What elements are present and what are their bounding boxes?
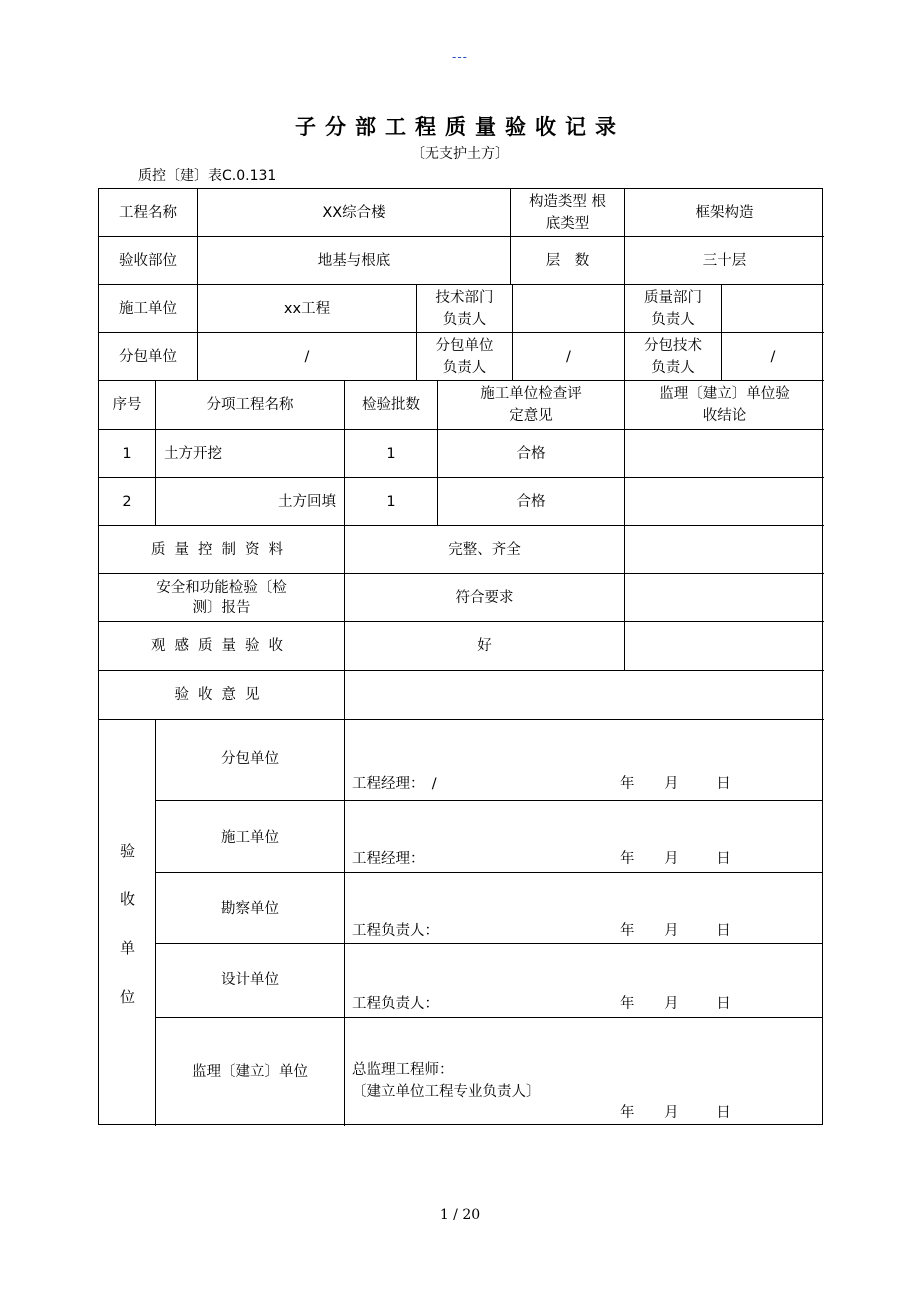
sub-tech-value: /	[722, 333, 824, 381]
row-1-name: 土方开挖	[156, 430, 345, 478]
appearance-conclusion	[625, 622, 824, 671]
unit-constructor: 施工单位	[156, 801, 345, 873]
acceptance-part-label: 验收部位	[99, 237, 198, 285]
date-month: 月	[664, 1105, 679, 1121]
quality-dept-value	[722, 285, 824, 333]
acceptance-part-value: 地基与根底	[198, 237, 511, 285]
sign-design	[344, 944, 822, 1018]
subcontractor-label: 分包单位	[99, 333, 198, 381]
safety-report-conclusion	[625, 574, 824, 622]
unit-design: 设计单位	[156, 944, 345, 1018]
page-title: 子分部工程质量验收记录	[295, 115, 625, 139]
col-header-name: 分项工程名称	[156, 381, 345, 430]
signer-constructor: 工程经理：	[352, 851, 425, 867]
quality-docs-label: 质量控制资料	[99, 526, 345, 574]
floors-label: 层 数	[511, 237, 625, 285]
tech-dept-label: 技术部门负责人	[417, 285, 513, 333]
sign-supervisor	[344, 1018, 822, 1126]
structure-type-value: 框架构造	[625, 189, 824, 237]
row-2-opinion: 合格	[438, 478, 625, 526]
acceptance-table	[98, 188, 823, 1125]
constructor-label: 施工单位	[99, 285, 198, 333]
date-month: 月	[664, 996, 679, 1012]
unit-subcontractor: 分包单位	[156, 720, 345, 801]
row-1-no: 1	[99, 430, 156, 478]
structure-type-label: 构造类型 根底类型	[511, 189, 625, 237]
safety-report-value: 符合要求	[345, 574, 625, 622]
group-char-1: 验	[119, 842, 135, 860]
sign-survey	[344, 873, 822, 944]
date-month: 月	[664, 776, 679, 792]
signer-design: 工程负责人：	[352, 996, 439, 1012]
group-char-2: 收	[119, 890, 135, 908]
date-year: 年	[620, 996, 635, 1012]
unit-survey: 勘察单位	[156, 873, 345, 944]
tech-dept-value	[513, 285, 625, 333]
quality-dept-label: 质量部门负责人	[625, 285, 722, 333]
row-1-batches: 1	[345, 430, 438, 478]
subcontractor-value: /	[198, 333, 417, 381]
signer-subcontractor: 工程经理： /	[352, 776, 437, 792]
signer-survey: 工程负责人：	[352, 923, 439, 939]
date-year: 年	[620, 776, 635, 792]
safety-report-label: 安全和功能检验〔检测〕报告	[99, 574, 345, 622]
sub-lead-label: 分包单位负责人	[417, 333, 513, 381]
group-char-4: 位	[119, 988, 135, 1006]
acceptance-group-label	[99, 720, 156, 1126]
date-month: 月	[664, 923, 679, 939]
date-year: 年	[620, 851, 635, 867]
quality-docs-conclusion	[625, 526, 824, 574]
date-day: 日	[716, 923, 731, 939]
page-number: 1 / 20	[439, 1207, 481, 1223]
project-name-value: XX综合楼	[198, 189, 511, 237]
row-1-conclusion	[625, 430, 824, 478]
sub-lead-value: /	[513, 333, 625, 381]
opinion-value	[345, 671, 824, 720]
date-day: 日	[716, 851, 731, 867]
page-subtitle: 〔无支护土方〕	[411, 146, 509, 162]
project-name-label: 工程名称	[99, 189, 198, 237]
col-header-no: 序号	[99, 381, 156, 430]
group-char-3: 单	[119, 939, 135, 957]
form-code: 质控〔建〕表C.0.131	[138, 168, 277, 184]
row-2-no: 2	[99, 478, 156, 526]
sign-constructor	[344, 801, 822, 873]
col-header-conclusion: 监理〔建立〕单位验收结论	[625, 381, 824, 430]
sign-subcontractor	[344, 720, 822, 801]
quality-docs-value: 完整、齐全	[345, 526, 625, 574]
unit-supervisor: 监理〔建立〕单位	[156, 1018, 345, 1126]
appearance-label: 观感质量验收	[99, 622, 345, 671]
row-2-name: 土方回填	[156, 478, 345, 526]
signer-supervisor: 总监理工程师：	[352, 1062, 454, 1078]
col-header-batches: 检验批数	[345, 381, 438, 430]
opinion-label: 验收意见	[99, 671, 345, 720]
date-day: 日	[716, 776, 731, 792]
signer-supervisor-alt: 〔建立单位工程专业负责人〕	[352, 1084, 541, 1100]
floors-value: 三十层	[625, 237, 824, 285]
header-mark: ---	[452, 50, 468, 64]
sub-tech-label: 分包技术负责人	[625, 333, 722, 381]
constructor-value: xx工程	[198, 285, 417, 333]
date-year: 年	[620, 1105, 635, 1121]
date-day: 日	[716, 996, 731, 1012]
date-day: 日	[716, 1105, 731, 1121]
date-year: 年	[620, 923, 635, 939]
row-1-opinion: 合格	[438, 430, 625, 478]
col-header-opinion: 施工单位检查评定意见	[438, 381, 625, 430]
appearance-value: 好	[345, 622, 625, 671]
row-2-batches: 1	[345, 478, 438, 526]
date-month: 月	[664, 851, 679, 867]
row-2-conclusion	[625, 478, 824, 526]
